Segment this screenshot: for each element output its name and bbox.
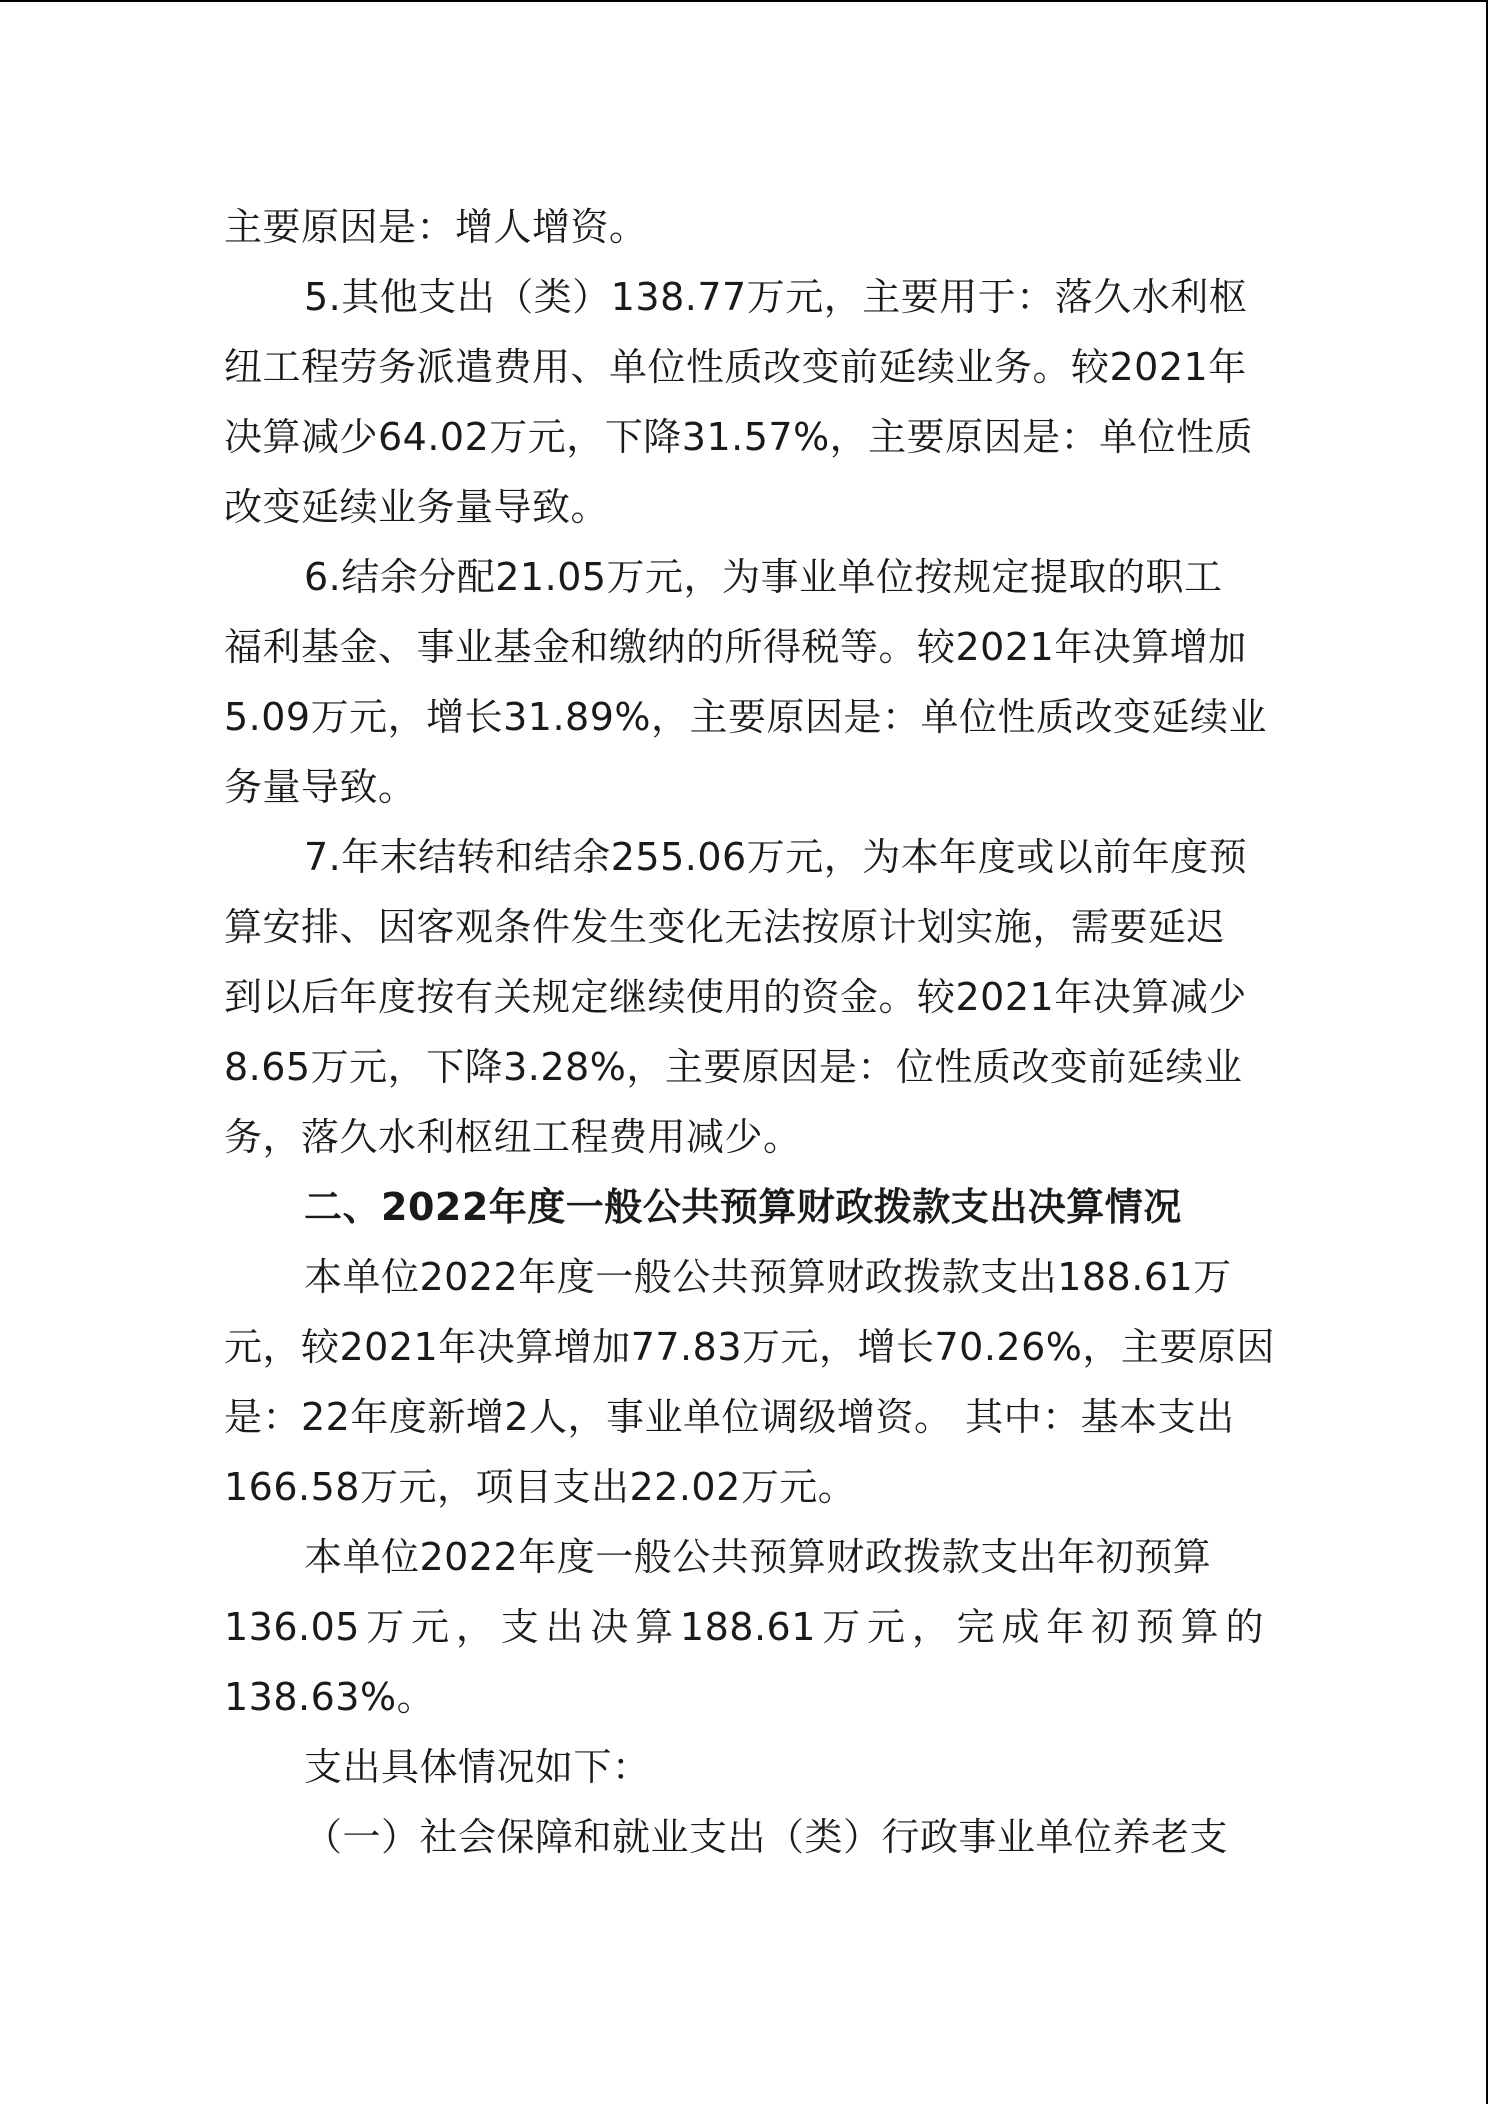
body-text bbox=[224, 192, 1275, 1872]
section-heading: 二、2022年度一般公共预算财政拨款支出决算情况 bbox=[304, 1185, 1182, 1229]
text-line: 决算减少64.02万元，下降31.57%，主要原因是：单位性质 bbox=[224, 415, 1254, 459]
text-line: 改变延续业务量导致。 bbox=[224, 485, 610, 529]
text-line: 务，落久水利枢纽工程费用减少。 bbox=[224, 1115, 802, 1159]
text-line: 5.09万元，增长31.89%，主要原因是：单位性质改变延续业 bbox=[224, 695, 1268, 739]
text-line: 主要原因是：增人增资。 bbox=[224, 205, 648, 249]
text-line: 支出具体情况如下： bbox=[304, 1745, 651, 1789]
text-line: 本单位2022年度一般公共预算财政拨款支出年初预算 bbox=[304, 1535, 1212, 1579]
text-line: 纽工程劳务派遣费用、单位性质改变前延续业务。较2021年 bbox=[224, 345, 1247, 389]
text-line: 算安排、因客观条件发生变化无法按原计划实施，需要延迟 bbox=[224, 905, 1226, 949]
text-line: 138.63%。 bbox=[224, 1675, 436, 1719]
text-line: 136.05万元，支出决算188.61万元，完成年初预算的 bbox=[224, 1605, 1264, 1649]
text-line: 6.结余分配21.05万元，为事业单位按规定提取的职工 bbox=[304, 555, 1223, 599]
text-line: 5.其他支出（类）138.77万元，主要用于：落久水利枢 bbox=[304, 275, 1248, 319]
text-line: 到以后年度按有关规定继续使用的资金。较2021年决算减少 bbox=[224, 975, 1247, 1019]
text-line: 福利基金、事业基金和缴纳的所得税等。较2021年决算增加 bbox=[224, 625, 1247, 669]
text-line: 7.年末结转和结余255.06万元，为本年度或以前年度预 bbox=[304, 835, 1248, 879]
text-line: 务量导致。 bbox=[224, 765, 417, 809]
page-top-border bbox=[0, 0, 1488, 2]
text-line: 本单位2022年度一般公共预算财政拨款支出188.61万 bbox=[304, 1255, 1232, 1299]
text-line: （一）社会保障和就业支出（类）行政事业单位养老支 bbox=[304, 1815, 1229, 1859]
text-line: 是：22年度新增2人，事业单位调级增资。 其中：基本支出 bbox=[224, 1395, 1235, 1439]
text-line: 166.58万元，项目支出22.02万元。 bbox=[224, 1465, 857, 1509]
text-line: 元，较2021年决算增加77.83万元，增长70.26%，主要原因 bbox=[224, 1325, 1275, 1369]
text-line: 8.65万元，下降3.28%，主要原因是：位性质改变前延续业 bbox=[224, 1045, 1243, 1089]
